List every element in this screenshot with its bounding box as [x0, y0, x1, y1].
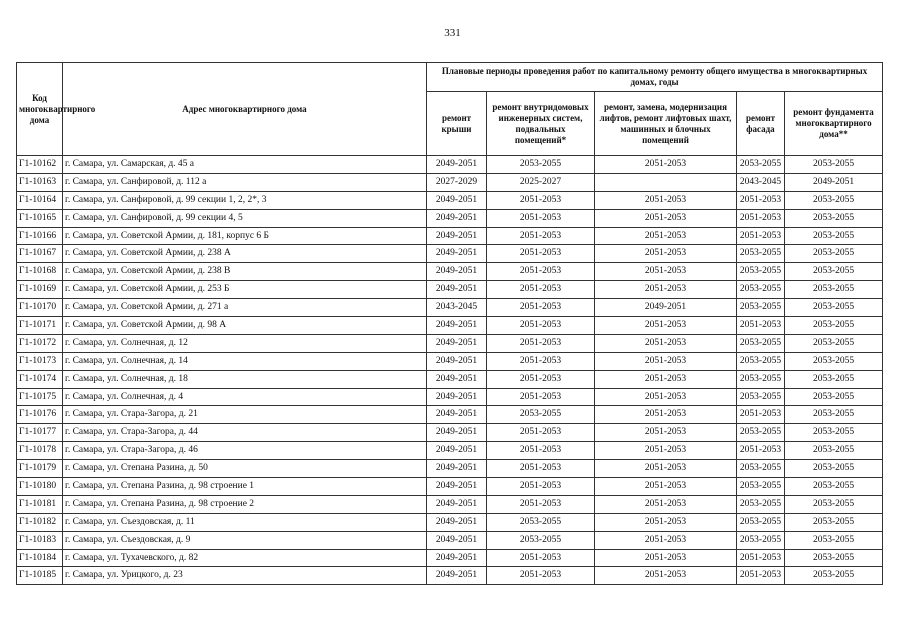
cell-facade: 2053-2055	[737, 370, 785, 388]
cell-systems: 2053-2055	[487, 513, 595, 531]
cell-roof: 2027-2029	[427, 173, 487, 191]
cell-roof: 2049-2051	[427, 424, 487, 442]
cell-address: г. Самара, ул. Самарская, д. 45 а	[63, 156, 427, 174]
cell-facade: 2051-2053	[737, 567, 785, 585]
cell-roof: 2049-2051	[427, 317, 487, 335]
header-roof: ремонт крыши	[427, 92, 487, 156]
cell-foundation: 2049-2051	[785, 173, 883, 191]
cell-elevators: 2051-2053	[595, 388, 737, 406]
cell-address: г. Самара, ул. Урицкого, д. 23	[63, 567, 427, 585]
cell-code: Г1-10169	[17, 281, 63, 299]
header-systems: ремонт внутридомовых инженерных систем, подвальных помещений*	[487, 92, 595, 156]
cell-code: Г1-10167	[17, 245, 63, 263]
table-row	[17, 281, 883, 299]
table-row	[17, 549, 883, 567]
cell-roof: 2049-2051	[427, 531, 487, 549]
cell-facade: 2053-2055	[737, 478, 785, 496]
cell-code: Г1-10179	[17, 460, 63, 478]
cell-foundation: 2053-2055	[785, 388, 883, 406]
table-row	[17, 156, 883, 174]
cell-elevators: 2051-2053	[595, 245, 737, 263]
cell-facade: 2053-2055	[737, 281, 785, 299]
cell-address: г. Самара, ул. Советской Армии, д. 98 А	[63, 317, 427, 335]
cell-foundation: 2053-2055	[785, 442, 883, 460]
cell-code: Г1-10171	[17, 317, 63, 335]
cell-roof: 2049-2051	[427, 567, 487, 585]
cell-foundation: 2053-2055	[785, 424, 883, 442]
cell-address: г. Самара, ул. Стара-Загора, д. 44	[63, 424, 427, 442]
cell-address: г. Самара, ул. Степана Разина, д. 50	[63, 460, 427, 478]
table-row	[17, 191, 883, 209]
cell-address: г. Самара, ул. Стара-Загора, д. 46	[63, 442, 427, 460]
cell-code: Г1-10173	[17, 352, 63, 370]
cell-code: Г1-10178	[17, 442, 63, 460]
cell-elevators: 2051-2053	[595, 191, 737, 209]
cell-systems: 2051-2053	[487, 191, 595, 209]
cell-address: г. Самара, ул. Солнечная, д. 14	[63, 352, 427, 370]
table-row	[17, 227, 883, 245]
cell-roof: 2049-2051	[427, 406, 487, 424]
page-number: 331	[444, 27, 461, 39]
cell-systems: 2051-2053	[487, 299, 595, 317]
cell-foundation: 2053-2055	[785, 549, 883, 567]
cell-elevators: 2051-2053	[595, 549, 737, 567]
cell-foundation: 2053-2055	[785, 513, 883, 531]
cell-code: Г1-10174	[17, 370, 63, 388]
cell-foundation: 2053-2055	[785, 227, 883, 245]
cell-address: г. Самара, ул. Солнечная, д. 4	[63, 388, 427, 406]
cell-code: Г1-10176	[17, 406, 63, 424]
table-row	[17, 567, 883, 585]
cell-elevators: 2051-2053	[595, 567, 737, 585]
table-row	[17, 352, 883, 370]
cell-address: г. Самара, ул. Санфировой, д. 112 а	[63, 173, 427, 191]
cell-code: Г1-10162	[17, 156, 63, 174]
cell-elevators: 2051-2053	[595, 156, 737, 174]
cell-systems: 2051-2053	[487, 388, 595, 406]
cell-foundation: 2053-2055	[785, 531, 883, 549]
cell-facade: 2053-2055	[737, 334, 785, 352]
cell-code: Г1-10180	[17, 478, 63, 496]
cell-foundation: 2053-2055	[785, 299, 883, 317]
cell-roof: 2049-2051	[427, 245, 487, 263]
table-row	[17, 513, 883, 531]
table-row	[17, 495, 883, 513]
cell-foundation: 2053-2055	[785, 478, 883, 496]
cell-roof: 2049-2051	[427, 549, 487, 567]
cell-facade: 2051-2053	[737, 406, 785, 424]
cell-elevators: 2051-2053	[595, 478, 737, 496]
cell-facade: 2053-2055	[737, 388, 785, 406]
table-row	[17, 173, 883, 191]
cell-systems: 2051-2053	[487, 478, 595, 496]
cell-systems: 2051-2053	[487, 424, 595, 442]
header-code: Код многоквартирного дома	[17, 63, 63, 156]
cell-facade: 2051-2053	[737, 191, 785, 209]
cell-facade: 2053-2055	[737, 513, 785, 531]
table-row	[17, 531, 883, 549]
cell-elevators: 2051-2053	[595, 442, 737, 460]
cell-systems: 2051-2053	[487, 334, 595, 352]
cell-systems: 2051-2053	[487, 281, 595, 299]
table-row	[17, 245, 883, 263]
cell-address: г. Самара, ул. Солнечная, д. 18	[63, 370, 427, 388]
cell-elevators: 2051-2053	[595, 263, 737, 281]
table-row	[17, 388, 883, 406]
header-periods: Плановые периоды проведения работ по капитальному ремонту общего имущества в многоквартирных домах, годы	[427, 63, 883, 92]
cell-foundation: 2053-2055	[785, 567, 883, 585]
table-row	[17, 299, 883, 317]
header-elevators: ремонт, замена, модернизация лифтов, ремонт лифтовых шахт, машинных и блочных помещений	[595, 92, 737, 156]
cell-code: Г1-10172	[17, 334, 63, 352]
cell-code: Г1-10183	[17, 531, 63, 549]
cell-address: г. Самара, ул. Советской Армии, д. 238 А	[63, 245, 427, 263]
cell-facade: 2053-2055	[737, 495, 785, 513]
cell-code: Г1-10170	[17, 299, 63, 317]
cell-systems: 2051-2053	[487, 549, 595, 567]
cell-elevators: 2051-2053	[595, 406, 737, 424]
cell-code: Г1-10168	[17, 263, 63, 281]
cell-elevators: 2051-2053	[595, 281, 737, 299]
cell-address: г. Самара, ул. Солнечная, д. 12	[63, 334, 427, 352]
table-row	[17, 334, 883, 352]
cell-foundation: 2053-2055	[785, 191, 883, 209]
cell-elevators: 2051-2053	[595, 352, 737, 370]
repair-schedule-table	[16, 62, 883, 585]
cell-address: г. Самара, ул. Советской Армии, д. 253 Б	[63, 281, 427, 299]
cell-address: г. Самара, ул. Степана Разина, д. 98 строение 2	[63, 495, 427, 513]
cell-roof: 2043-2045	[427, 299, 487, 317]
cell-foundation: 2053-2055	[785, 352, 883, 370]
cell-systems: 2051-2053	[487, 460, 595, 478]
cell-address: г. Самара, ул. Тухачевского, д. 82	[63, 549, 427, 567]
cell-foundation: 2053-2055	[785, 281, 883, 299]
cell-elevators: 2049-2051	[595, 299, 737, 317]
cell-systems: 2051-2053	[487, 245, 595, 263]
cell-systems: 2051-2053	[487, 370, 595, 388]
cell-code: Г1-10182	[17, 513, 63, 531]
cell-foundation: 2053-2055	[785, 495, 883, 513]
header-facade: ремонт фасада	[737, 92, 785, 156]
cell-systems: 2051-2053	[487, 317, 595, 335]
cell-roof: 2049-2051	[427, 460, 487, 478]
cell-facade: 2053-2055	[737, 460, 785, 478]
cell-systems: 2053-2055	[487, 156, 595, 174]
cell-code: Г1-10165	[17, 209, 63, 227]
cell-systems: 2051-2053	[487, 442, 595, 460]
cell-elevators: 2051-2053	[595, 531, 737, 549]
cell-elevators: 2051-2053	[595, 513, 737, 531]
cell-code: Г1-10164	[17, 191, 63, 209]
cell-facade: 2051-2053	[737, 209, 785, 227]
cell-foundation: 2053-2055	[785, 334, 883, 352]
table-row	[17, 460, 883, 478]
cell-elevators: 2051-2053	[595, 424, 737, 442]
cell-systems: 2051-2053	[487, 209, 595, 227]
cell-roof: 2049-2051	[427, 191, 487, 209]
cell-facade: 2051-2053	[737, 317, 785, 335]
table-body	[17, 156, 883, 585]
cell-facade: 2051-2053	[737, 442, 785, 460]
cell-roof: 2049-2051	[427, 478, 487, 496]
cell-roof: 2049-2051	[427, 281, 487, 299]
header-foundation: ремонт фундамента многоквартирного дома**	[785, 92, 883, 156]
cell-systems: 2051-2053	[487, 227, 595, 245]
cell-facade: 2053-2055	[737, 156, 785, 174]
table-row	[17, 263, 883, 281]
cell-elevators: 2051-2053	[595, 495, 737, 513]
cell-address: г. Самара, ул. Съездовская, д. 11	[63, 513, 427, 531]
cell-systems: 2051-2053	[487, 352, 595, 370]
cell-elevators: 2051-2053	[595, 370, 737, 388]
cell-facade: 2053-2055	[737, 245, 785, 263]
cell-roof: 2049-2051	[427, 352, 487, 370]
cell-facade: 2051-2053	[737, 549, 785, 567]
cell-elevators: 2051-2053	[595, 317, 737, 335]
cell-facade: 2053-2055	[737, 299, 785, 317]
cell-code: Г1-10177	[17, 424, 63, 442]
cell-roof: 2049-2051	[427, 495, 487, 513]
cell-facade: 2051-2053	[737, 227, 785, 245]
cell-address: г. Самара, ул. Степана Разина, д. 98 строение 1	[63, 478, 427, 496]
cell-foundation: 2053-2055	[785, 406, 883, 424]
cell-facade: 2053-2055	[737, 531, 785, 549]
table-row	[17, 478, 883, 496]
cell-foundation: 2053-2055	[785, 370, 883, 388]
table-row	[17, 317, 883, 335]
cell-elevators	[595, 173, 737, 191]
cell-foundation: 2053-2055	[785, 156, 883, 174]
cell-facade: 2053-2055	[737, 263, 785, 281]
cell-roof: 2049-2051	[427, 227, 487, 245]
cell-code: Г1-10184	[17, 549, 63, 567]
cell-roof: 2049-2051	[427, 209, 487, 227]
cell-systems: 2051-2053	[487, 495, 595, 513]
cell-address: г. Самара, ул. Санфировой, д. 99 секции 4, 5	[63, 209, 427, 227]
cell-address: г. Самара, ул. Съездовская, д. 9	[63, 531, 427, 549]
cell-roof: 2049-2051	[427, 334, 487, 352]
cell-address: г. Самара, ул. Советской Армии, д. 181, корпус 6 Б	[63, 227, 427, 245]
table-row	[17, 424, 883, 442]
cell-roof: 2049-2051	[427, 156, 487, 174]
cell-address: г. Самара, ул. Советской Армии, д. 238 В	[63, 263, 427, 281]
cell-elevators: 2051-2053	[595, 209, 737, 227]
cell-systems: 2025-2027	[487, 173, 595, 191]
cell-facade: 2043-2045	[737, 173, 785, 191]
cell-systems: 2051-2053	[487, 263, 595, 281]
cell-systems: 2053-2055	[487, 406, 595, 424]
cell-address: г. Самара, ул. Советской Армии, д. 271 а	[63, 299, 427, 317]
cell-roof: 2049-2051	[427, 370, 487, 388]
cell-foundation: 2053-2055	[785, 317, 883, 335]
cell-elevators: 2051-2053	[595, 227, 737, 245]
cell-roof: 2049-2051	[427, 263, 487, 281]
table-row	[17, 209, 883, 227]
cell-address: г. Самара, ул. Санфировой, д. 99 секции 1, 2, 2*, 3	[63, 191, 427, 209]
cell-foundation: 2053-2055	[785, 263, 883, 281]
cell-roof: 2049-2051	[427, 388, 487, 406]
table-row	[17, 442, 883, 460]
cell-elevators: 2051-2053	[595, 334, 737, 352]
cell-elevators: 2051-2053	[595, 460, 737, 478]
table-row	[17, 370, 883, 388]
table-row	[17, 406, 883, 424]
cell-systems: 2051-2053	[487, 567, 595, 585]
cell-code: Г1-10175	[17, 388, 63, 406]
cell-foundation: 2053-2055	[785, 460, 883, 478]
cell-foundation: 2053-2055	[785, 245, 883, 263]
cell-code: Г1-10166	[17, 227, 63, 245]
cell-facade: 2053-2055	[737, 352, 785, 370]
cell-facade: 2053-2055	[737, 424, 785, 442]
cell-roof: 2049-2051	[427, 442, 487, 460]
cell-systems: 2053-2055	[487, 531, 595, 549]
cell-code: Г1-10181	[17, 495, 63, 513]
cell-roof: 2049-2051	[427, 513, 487, 531]
cell-foundation: 2053-2055	[785, 209, 883, 227]
header-address: Адрес многоквартирного дома	[63, 63, 427, 156]
cell-code: Г1-10185	[17, 567, 63, 585]
cell-address: г. Самара, ул. Стара-Загора, д. 21	[63, 406, 427, 424]
cell-code: Г1-10163	[17, 173, 63, 191]
